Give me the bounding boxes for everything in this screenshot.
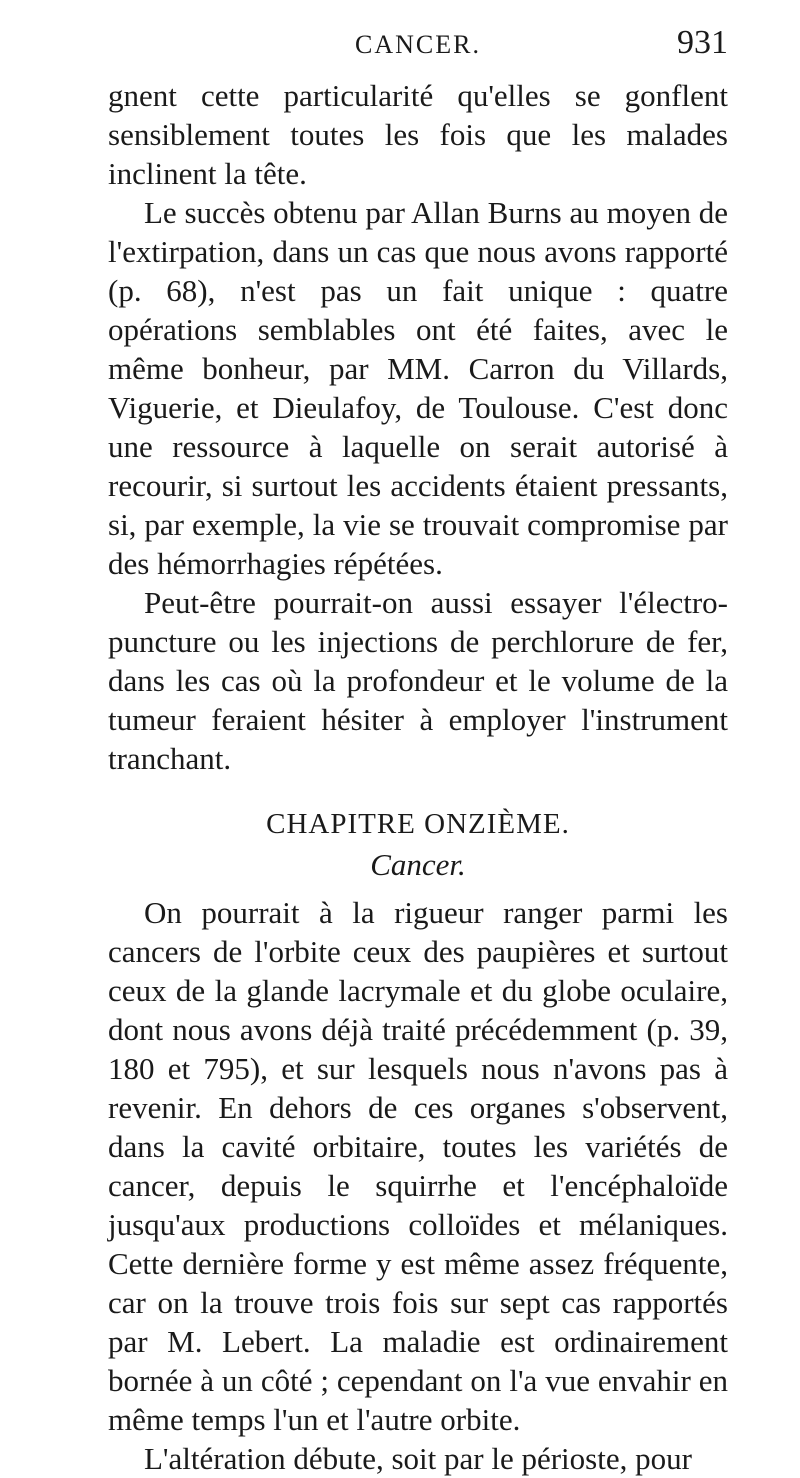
paragraph: gnent cette particularité qu'elles se gonflent sensiblement toutes les fois que les malades inclinent la tête. — [108, 78, 728, 191]
body-text — [108, 76, 728, 1478]
book-page — [0, 24, 800, 1476]
chapter-subtitle: Cancer. — [370, 847, 466, 882]
chapter-heading: CHAPITRE ONZIÈME. — [266, 808, 570, 840]
paragraph: Le succès obtenu par Allan Burns au moyen de l'extirpation, dans un cas que nous avons rapporté (p. 68), n'est pas un fait unique : quatre opérations semblables ont été faites, avec le même bonheur, par MM. Carron du Villards, Viguerie, et Dieulafoy, de Toulouse. C'est donc une ressource à laquelle on serait autorisé à recourir, si surtout les accidents étaient pressants, si, par exemple, la vie se trouvait compromise par des hémorrhagies répétées. — [108, 195, 728, 581]
paragraph: L'altération débute, soit par le périoste, pour — [144, 1441, 692, 1476]
page-number: 931 — [677, 24, 728, 61]
running-title: CANCER. — [355, 30, 481, 59]
paragraph: Peut-être pourrait-on aussi essayer l'électro-puncture ou les injections de perchlorure de fer, dans les cas où la profondeur et le volume de la tumeur feraient hésiter à employer l'instrument tranchant. — [108, 585, 728, 776]
paragraph: On pourrait à la rigueur ranger parmi les cancers de l'orbite ceux des paupières et surtout ceux de la glande lacrymale et du globe oculaire, dont nous avons déjà traité précédemment (p. 39, 180 et 795), et sur lesquels nous n'avons pas à revenir. En dehors de ces organes s'observent, dans la cavité orbitaire, toutes les variétés de cancer, depuis le squirrhe et l'encéphaloïde jusqu'aux productions colloïdes et mélaniques. Cette dernière forme y est même assez fréquente, car on la trouve trois fois sur sept cas rapportés par M. Lebert. La maladie est ordinairement bornée à un côté ; cependant on l'a vue envahir en même temps l'un et l'autre orbite. — [108, 895, 728, 1437]
running-header — [108, 24, 728, 76]
